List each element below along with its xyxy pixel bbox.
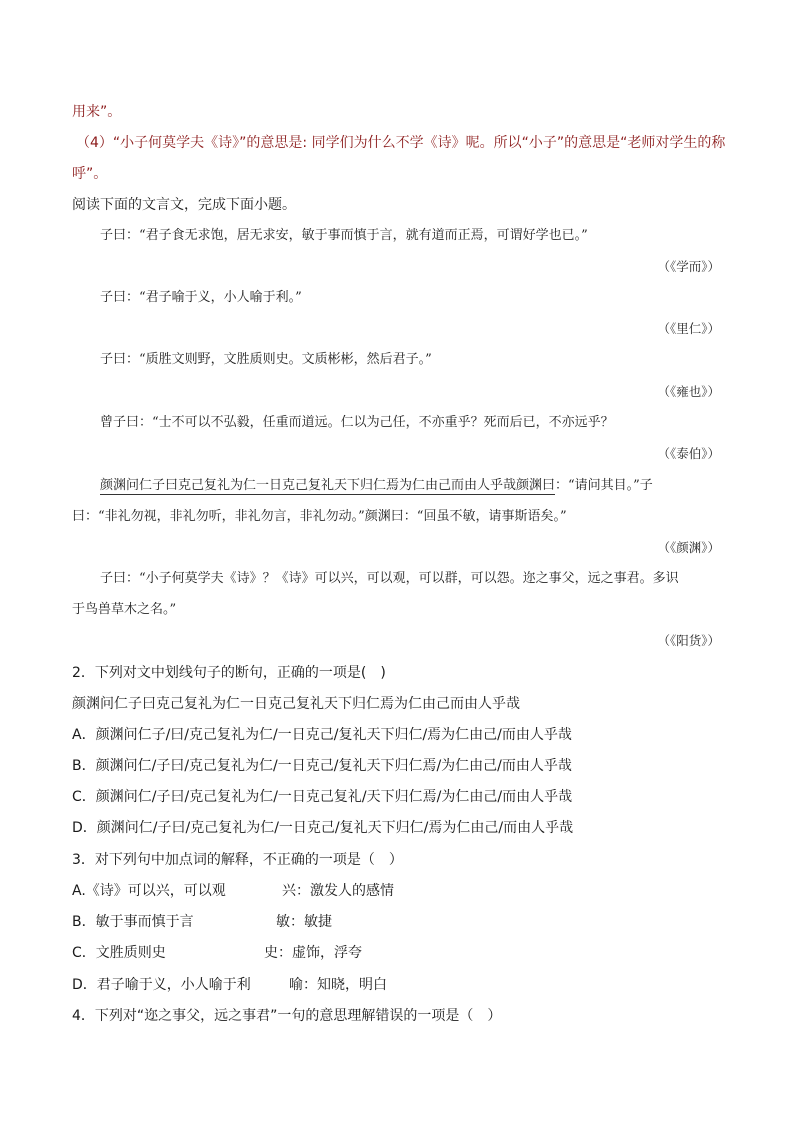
cite-yanyuan: （《颜渊》） [657,540,720,555]
q3-option-b-sentence: B．敏于事而慎于言 [72,914,194,930]
cite-yanghuo: （《阳货》） [657,633,720,648]
q3-option-b-gloss: 敏：敏捷 [276,914,332,930]
answer-line-3: 呼”。 [72,166,108,182]
q3-option-a-gloss: 兴：激发人的感情 [282,883,394,899]
cite-xuer: （《学而》） [657,259,720,274]
passage-liren: 子曰：“君子喻于义，小人喻于利。” [100,290,302,305]
reading-intro: 阅读下面的文言文，完成下面小题。 [72,197,296,213]
q2-option-a[interactable]: A．颜渊问仁子/曰/克己复礼为仁/一日克己/复礼天下归仁/焉为仁由己/而由人乎哉 [72,727,572,743]
cite-taibo: （《泰伯》） [657,446,720,461]
answer-line-1: 用来”。 [72,104,122,120]
q3-option-d-gloss: 喻：知晓，明白 [289,977,387,993]
passage-yanghuo-line2: 于鸟兽草木之名。” [72,602,177,617]
passage-yanyuan-line1 [100,476,722,496]
q2-option-b[interactable]: B．颜渊问仁/子曰/克己复礼为仁/一日克己/复礼天下归仁焉/为仁由己/而由人乎哉 [72,758,572,774]
passage-yongye: 子曰：“质胜文则野，文胜质则史。文质彬彬，然后君子。” [100,352,432,367]
answer-line-2: （4）“小子何莫学夫《诗》”的意思是: 同学们为什么不学《诗》呢。所以“小子”的意思是“老师对学生的称 [76,135,726,151]
q2-option-d[interactable]: D．颜渊问仁/子曰/克己复礼为仁/一日克己/复礼天下归仁/焉为仁由己/而由人乎哉 [72,820,574,836]
cite-yongye: （《雍也》） [657,384,720,399]
q4-stem: 4．下列对“迩之事父，远之事君”一句的意思理解错误的一项是（ ） [72,1008,502,1024]
q2-sentence: 颜渊问仁子曰克己复礼为仁一日克己复礼天下归仁焉为仁由己而由人乎哉 [72,696,520,712]
q2-option-c[interactable]: C．颜渊问仁/子曰/克己复礼为仁/一日克己复礼/天下归仁焉/为仁由己/而由人乎哉 [72,789,573,805]
q3-option-d-sentence: D．君子喻于义，小人喻于利 [72,977,251,993]
yanyuan-rest: ：“请问其目。”子 [555,478,653,493]
passage-xuer: 子曰：“君子食无求饱，居无求安，敏于事而慎于言，就有道而正焉，可谓好学也已。” [100,228,588,243]
q3-option-c-gloss: 史：虚饰，浮夸 [264,945,362,961]
underlined-sentence: 颜渊问仁子曰克己复礼为仁一日克己复礼天下归仁焉为仁由己而由人乎哉颜渊曰 [100,478,556,493]
q2-stem: 2．下列对文中划线句子的断句，正确的一项是( ) [72,665,386,681]
passage-taibo: 曾子曰：“士不可以不弘毅，任重而道远。仁以为己任，不亦重乎？死而后已，不亦远乎？ [100,415,614,430]
q3-option-c-sentence: C．文胜质则史 [72,945,166,961]
cite-liren: （《里仁》） [657,321,720,336]
q3-stem: 3．对下列句中加点词的解释，不正确的一项是（ ） [72,852,403,868]
passage-yanyuan-line2: 曰：“非礼勿视，非礼勿听，非礼勿言，非礼勿动。”颜渊曰：“回虽不敏，请事斯语矣。” [72,509,567,524]
passage-yanghuo-line1: 子曰：“小子何莫学夫《诗》？《诗》可以兴，可以观，可以群，可以怨。迩之事父，远之事君。多识 [100,571,679,586]
q3-option-a-sentence: A.《诗》可以兴，可以观 [72,883,226,899]
